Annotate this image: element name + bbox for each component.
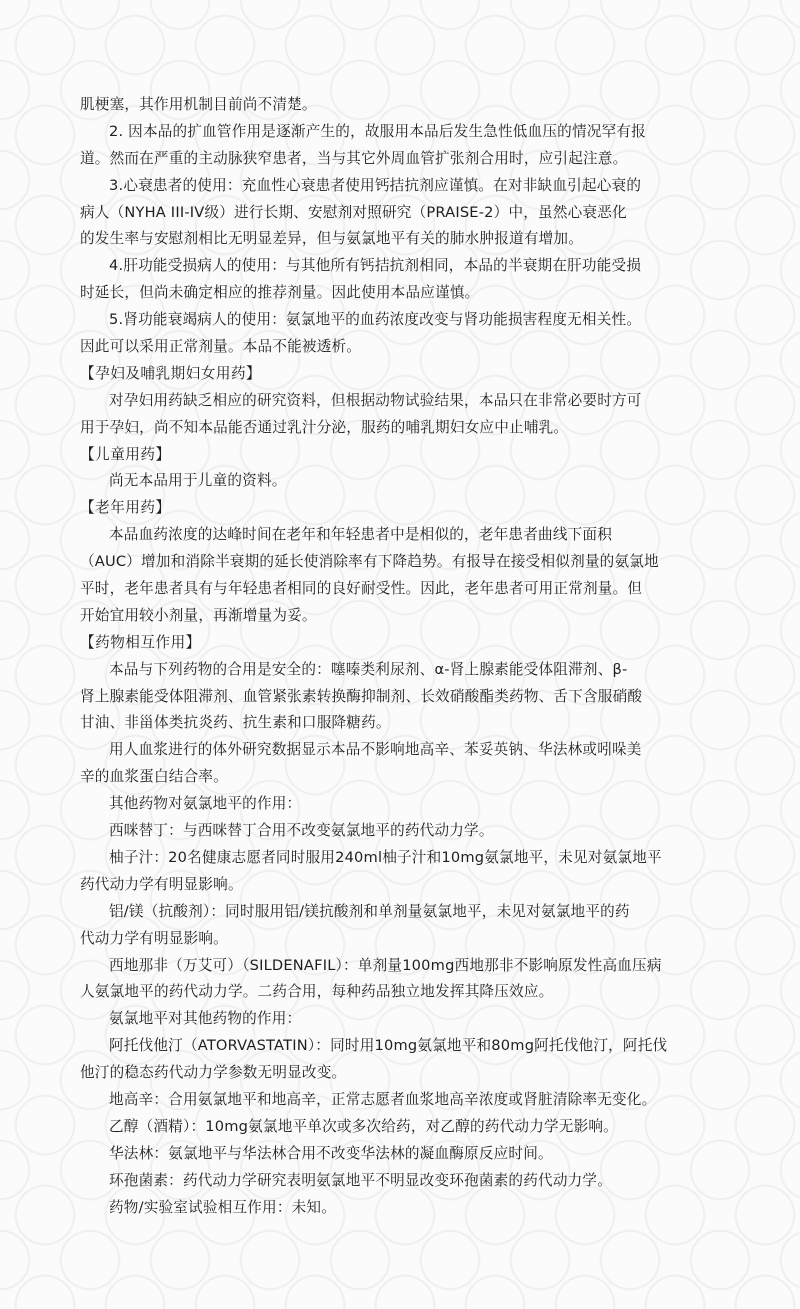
text-line: （AUC）增加和消除半衰期的延长使消除率有下降趋势。有报导在接受相似剂量的氨氯地	[80, 553, 659, 571]
text-line: 辛的血浆蛋白结合率。	[80, 768, 228, 786]
text-line: 4.肝功能受损病人的使用：与其他所有钙拮抗剂相同，本品的半衰期在肝功能受损	[109, 257, 642, 275]
text-line: 西咪替丁：与西咪替丁合用不改变氨氯地平的药代动力学。	[109, 822, 494, 840]
text-line: 道。然而在严重的主动脉狭窄患者，当与其它外周血管扩张剂合用时，应引起注意。	[80, 149, 628, 167]
text-line: 他汀的稳态药代动力学参数无明显改变。	[80, 1064, 347, 1082]
text-line: 的发生率与安慰剂相比无明显差异，但与氨氯地平有关的肺水肿报道有增加。	[80, 230, 583, 248]
text-line: 环孢菌素：药代动力学研究表明氨氯地平不明显改变环孢菌素的药代动力学。	[109, 1171, 612, 1189]
text-line: 华法林：氨氯地平与华法林合用不改变华法林的凝血酶原反应时间。	[109, 1144, 553, 1162]
text-line: 2. 因本品的扩血管作用是逐渐产生的，故服用本品后发生急性低血压的情况罕有报	[109, 122, 646, 140]
section-header: 【孕妇及哺乳期妇女用药】	[80, 364, 262, 382]
section-header: 【老年用药】	[80, 499, 171, 517]
text-line: 肾上腺素能受体阻滞剂、血管紧张素转换酶抑制剂、长效硝酸酯类药物、舌下含服硝酸	[80, 687, 643, 705]
text-line: 本品血药浓度的达峰时间在老年和年轻患者中是相似的，老年患者曲线下面积	[109, 526, 612, 544]
text-line: 对孕妇用药缺乏相应的研究资料，但根据动物试验结果，本品只在非常必要时方可	[109, 391, 642, 409]
text-line: 病人（NYHA III-IV级）进行长期、安慰剂对照研究（PRAISE-2）中，虽然心衰恶化	[80, 203, 627, 221]
section-header: 【儿童用药】	[80, 445, 171, 463]
text-line: 肌梗塞，其作用机制目前尚不清楚。	[80, 96, 317, 113]
text-line: 用人血浆进行的体外研究数据显示本品不影响地高辛、苯妥英钠、华法林或吲哚美	[109, 741, 642, 759]
text-line: 代动力学有明显影响。	[80, 929, 228, 947]
text-line: 5.肾功能衰竭病人的使用：氨氯地平的血药浓度改变与肾功能损害程度无相关性。	[109, 311, 642, 329]
text-line: 3.心衰患者的使用：充血性心衰患者使用钙拮抗剂应谨慎。在对非缺血引起心衰的	[109, 176, 642, 194]
text-line: 氨氯地平对其他药物的作用：	[109, 1010, 302, 1028]
text-line: 乙醇（酒精）：10mg氨氯地平单次或多次给药，对乙醇的药代动力学无影响。	[109, 1117, 618, 1135]
text-line: 其他药物对氨氯地平的作用：	[109, 795, 302, 813]
document-page	[80, 92, 765, 1221]
text-line: 时延长，但尚未确定相应的推荐剂量。因此使用本品应谨慎。	[80, 284, 480, 302]
text-line: 本品与下列药物的合用是安全的：噻嗪类利尿剂、α-肾上腺素能受体阻滞剂、β-	[109, 660, 628, 678]
text-line: 开始宜用较小剂量，再渐增量为妥。	[80, 606, 317, 624]
text-line: 西地那非（万艾可）（SILDENAFIL）：单剂量100mg西地那非不影响原发性高血压病	[109, 956, 662, 974]
text-line: 平时，老年患者具有与年轻患者相同的良好耐受性。因此，老年患者可用正常剂量。但	[80, 580, 643, 598]
text-line: 药物/实验室试验相互作用：未知。	[109, 1198, 337, 1216]
text-line: 甘油、非甾体类抗炎药、抗生素和口服降糖药。	[80, 714, 391, 732]
text-line: 因此可以采用正常剂量。本品不能被透析。	[80, 338, 362, 356]
text-line: 铝/镁（抗酸剂）：同时服用铝/镁抗酸剂和单剂量氨氯地平，未见对氨氯地平的药	[109, 902, 630, 920]
text-line: 尚无本品用于儿童的资料。	[109, 472, 287, 490]
text-line: 地高辛：合用氨氯地平和地高辛，正常志愿者血浆地高辛浓度或肾脏清除率无变化。	[109, 1090, 657, 1108]
text-line: 用于孕妇，尚不知本品能否通过乳汁分泌，服药的哺乳期妇女应中止哺乳。	[80, 418, 569, 436]
text-line: 药代动力学有明显影响。	[80, 875, 243, 893]
text-line: 人氨氯地平的药代动力学。二药合用，每种药品独立地发挥其降压效应。	[80, 983, 554, 1001]
section-header: 【药物相互作用】	[80, 633, 201, 651]
text-line: 柚子汁：20名健康志愿者同时服用240ml柚子汁和10mg氨氯地平，未见对氨氯地平	[109, 848, 662, 866]
text-line: 阿托伐他汀（ATORVASTATIN）：同时用10mg氨氯地平和80mg阿托伐他汀，阿托伐	[109, 1037, 668, 1055]
